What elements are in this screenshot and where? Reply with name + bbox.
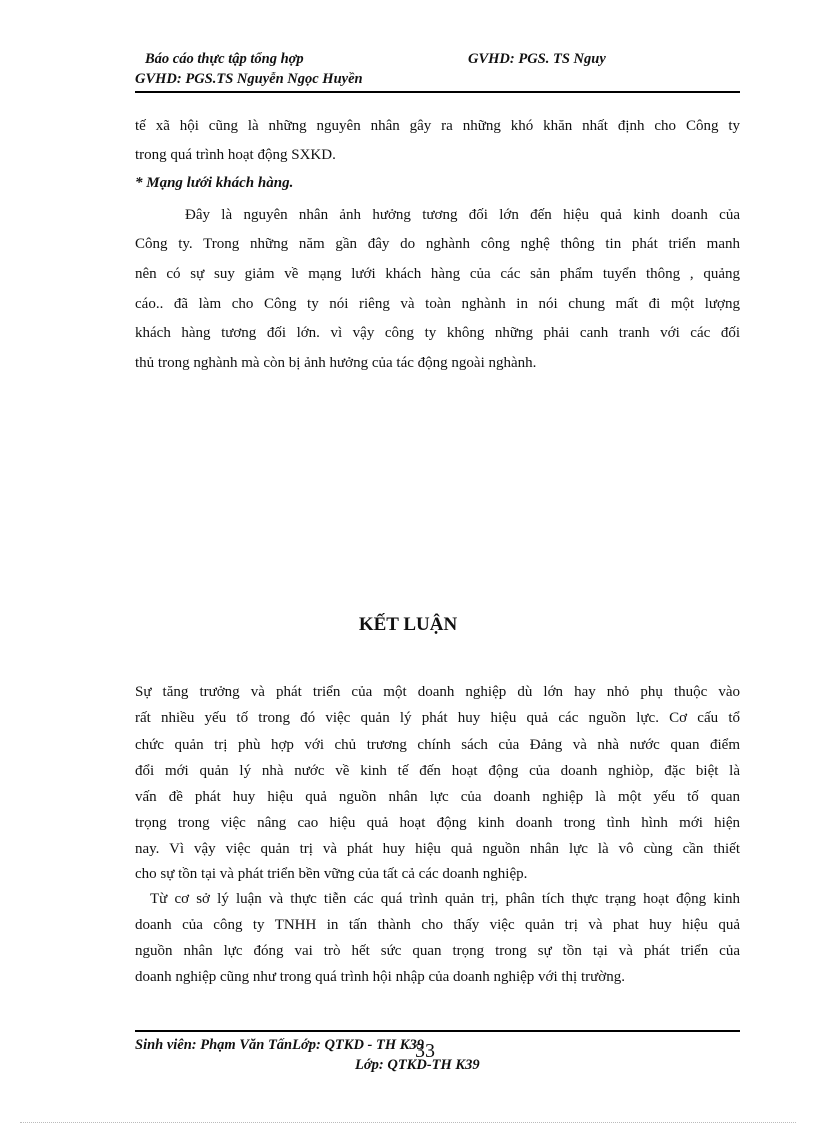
text-line: doanh của công ty TNHH in tấn thành cho thấy việc quản trị và phat huy hiệu quả: [135, 917, 740, 933]
bullet-heading: * Mạng lưới khách hàng.: [135, 175, 294, 191]
text-line: tế xã hội cũng là những nguyên nhân gây ra những khó khăn nhất định cho Công ty: [135, 118, 740, 134]
text-line: doanh nghiệp cũng như trong quá trình hội nhập của doanh nghiệp với thị trường.: [135, 969, 625, 985]
section-title: KẾT LUẬN: [358, 614, 458, 635]
text-line: chức quản trị phù hợp với chủ trương chính sách của Đảng và nhà nước quan điểm: [135, 737, 740, 753]
header-rule: [135, 91, 740, 93]
text-line: Từ cơ sở lý luận và thực tiễn các quá trình quản trị, phân tích thực trạng hoạt động kinh: [150, 891, 740, 907]
text-line: khách hàng tương đối lớn. vì vậy công ty không những phải canh tranh với các đối: [135, 325, 740, 341]
text-line: cáo.. đã làm cho Công ty nói riêng và toàn nghành in nói chung mất đi một lượng: [135, 296, 740, 312]
text-line: cho sự tồn tại và phát triển bền vững của tất cả các doanh nghiệp.: [135, 866, 528, 882]
text-line: trọng trong việc nâng cao hiệu quả hoạt động kinh doanh trong tình hình mới hiện: [135, 815, 740, 831]
text-line: thủ trong nghành mà còn bị ảnh hưởng của tác động ngoài nghành.: [135, 355, 537, 371]
text-line: Công ty. Trong những năm gần đây do nghành công nghệ thông tin phát triển manh: [135, 236, 740, 252]
report-title: Báo cáo thực tập tổng hợp: [145, 51, 304, 67]
text-line: Sự tăng trưởng và phát triển của một doanh nghiệp dù lớn hay nhỏ phụ thuộc vào: [135, 684, 740, 700]
text-line: vấn đề phát huy hiệu quả nguồn nhân lực của doanh nghiệp là một yếu tố quan: [135, 789, 740, 805]
student-info: Sinh viên: Phạm Văn TấnLớp: QTKD - TH K39: [135, 1037, 424, 1053]
supervisor-label-right: GVHD: PGS. TS Nguy: [468, 51, 606, 67]
supervisor-label: GVHD: PGS.TS Nguyễn Ngọc Huyền: [135, 71, 363, 87]
footer-rule: [135, 1030, 740, 1032]
text-line: đổi mới quản lý nhà nước về kinh tế đến hoạt động của doanh nghiòp, đặc biệt là: [135, 763, 740, 779]
text-line: nguồn nhân lực đóng vai trò hết sức quan trọng trong sự tồn tại và phát triển của: [135, 943, 740, 959]
text-line: Đây là nguyên nhân ảnh hưởng tương đối lớn đến hiệu quả kinh doanh của: [185, 207, 740, 223]
text-line: trong quá trình hoạt động SXKD.: [135, 147, 336, 163]
text-line: nên có sự suy giảm về mạng lưới khách hàng của các sản phẩm tuyển thông , quảng: [135, 266, 740, 282]
text-line: rất nhiều yếu tố trong đó việc quản lý phát huy hiệu quả các nguồn lực. Cơ cấu tổ: [135, 710, 740, 726]
class-info: Lớp: QTKD-TH K39: [355, 1057, 480, 1073]
text-line: nay. Vì vậy việc quản trị và phát huy hiệu quả nguồn nhân lực là vô cùng cần thiết: [135, 841, 740, 857]
page-number: 33: [415, 1040, 435, 1062]
